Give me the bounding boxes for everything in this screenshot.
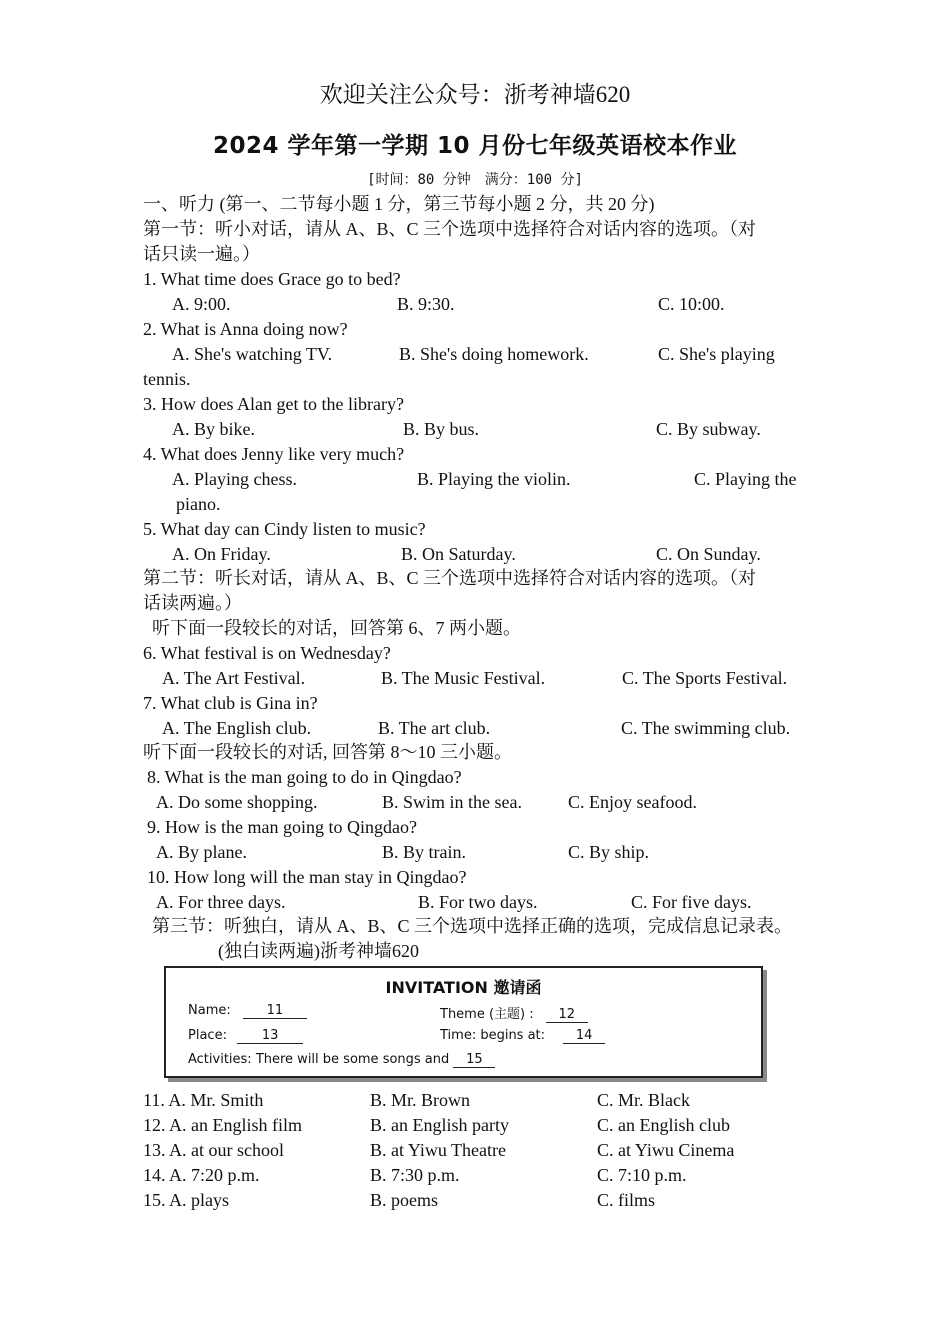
exam-info: [时间：80 分钟 满分：100 分] — [367, 172, 583, 188]
option-b: B. The Music Festival. — [381, 668, 546, 688]
time-field — [440, 1028, 605, 1044]
option-c-cont: tennis. — [143, 369, 191, 389]
option-c: C. Enjoy seafood. — [568, 792, 697, 812]
time-label: Time: begins at: — [440, 1028, 546, 1043]
option-b: B. By bus. — [403, 419, 480, 439]
option-a: A. On Friday. — [172, 544, 271, 564]
place-blank: 13 — [237, 1029, 303, 1044]
option-c: C. By ship. — [568, 842, 650, 862]
option-b: B. She's doing homework. — [399, 344, 589, 364]
option-b: B. 9:30. — [397, 294, 455, 314]
option-c-cont: piano. — [176, 494, 221, 514]
activities-blank: 15 — [453, 1053, 495, 1068]
option-a: 13. A. at our school — [143, 1140, 284, 1160]
option-a: A. For three days. — [156, 892, 286, 912]
option-b: B. The art club. — [378, 718, 491, 738]
option-a: A. Do some shopping. — [156, 792, 318, 812]
option-a: A. By bike. — [172, 419, 255, 439]
option-c: C. For five days. — [631, 892, 752, 912]
name-blank: 11 — [243, 1004, 307, 1019]
time-blank: 14 — [563, 1029, 605, 1044]
option-c: C. She's playing — [658, 344, 775, 364]
option-a: A. By plane. — [156, 842, 247, 862]
option-b: B. an English party — [370, 1115, 509, 1135]
option-a: 15. A. plays — [143, 1190, 230, 1210]
option-a: 14. A. 7:20 p.m. — [143, 1165, 260, 1185]
theme-blank: 12 — [546, 1008, 588, 1023]
option-b: B. Swim in the sea. — [382, 792, 522, 812]
question-text: 2. What is Anna doing now? — [143, 319, 348, 339]
section1-instruction-cont: 话只读一遍。） — [143, 244, 260, 264]
option-b: B. at Yiwu Theatre — [370, 1140, 506, 1160]
invitation-title: INVITATION 邀请函 — [385, 978, 542, 997]
question-text: 3. How does Alan get to the library? — [143, 394, 404, 414]
option-b: B. poems — [370, 1190, 439, 1210]
option-c: C. 7:10 p.m. — [597, 1165, 687, 1185]
option-a: 11. A. Mr. Smith — [143, 1090, 264, 1110]
header-note: 欢迎关注公众号：浙考神墙620 — [319, 82, 631, 107]
section2-instruction-cont: 话读两遍。） — [143, 593, 242, 613]
question-text: 1. What time does Grace go to bed? — [143, 269, 401, 289]
option-c: C. By subway. — [656, 419, 761, 439]
section2-instruction: 第二节：听长对话，请从 A、B、C 三个选项中选择符合对话内容的选项。（对 — [143, 568, 757, 588]
question-text: 4. What does Jenny like very much? — [143, 444, 405, 464]
option-c: C. at Yiwu Cinema — [597, 1140, 735, 1160]
option-c: C. 10:00. — [658, 294, 725, 314]
group-instruction: 听下面一段较长的对话, 回答第 8～10 三小题。 — [143, 742, 512, 762]
activities-label: Activities: There will be some songs and — [188, 1052, 450, 1067]
part-heading: 一、听力 (第一、二节每小题 1 分，第三节每小题 2 分，共 20 分) — [143, 194, 655, 214]
option-c: C. On Sunday. — [656, 544, 761, 564]
section3-instruction-cont: (独白读两遍)浙考神墙620 — [218, 941, 419, 961]
question-text: 10. How long will the man stay in Qingdao? — [147, 867, 467, 887]
option-c: C. Mr. Black — [597, 1090, 690, 1110]
section3-instruction: 第三节：听独白，请从 A、B、C 三个选项中选择正确的选项，完成信息记录表。 — [152, 916, 793, 936]
option-b: B. On Saturday. — [401, 544, 516, 564]
name-label: Name: — [188, 1003, 231, 1018]
option-a: A. 9:00. — [172, 294, 231, 314]
option-c: C. The Sports Festival. — [622, 668, 788, 688]
name-field — [188, 1003, 307, 1019]
group-instruction: 听下面一段较长的对话，回答第 6、7 两小题。 — [152, 618, 521, 638]
option-a: A. The Art Festival. — [162, 668, 306, 688]
invitation-card — [164, 966, 763, 1078]
option-b: B. By train. — [382, 842, 466, 862]
theme-label: Theme (主题) : — [440, 1007, 534, 1022]
question-text: 9. How is the man going to Qingdao? — [147, 817, 417, 837]
question-text: 8. What is the man going to do in Qingdao? — [147, 767, 462, 787]
option-a: A. Playing chess. — [172, 469, 297, 489]
page-title: 2024 学年第一学期 10 月份七年级英语校本作业 — [212, 133, 738, 159]
option-c: C. Playing the — [694, 469, 797, 489]
place-field — [188, 1028, 303, 1044]
option-b: B. 7:30 p.m. — [370, 1165, 460, 1185]
option-c: C. The swimming club. — [621, 718, 791, 738]
option-a: A. The English club. — [162, 718, 312, 738]
place-label: Place: — [188, 1028, 227, 1043]
section1-instruction: 第一节：听小对话，请从 A、B、C 三个选项中选择符合对话内容的选项。（对 — [143, 219, 757, 239]
option-c: C. an English club — [597, 1115, 730, 1135]
question-text: 7. What club is Gina in? — [143, 693, 318, 713]
theme-field — [440, 1003, 588, 1023]
activities-field — [188, 1052, 495, 1068]
question-text: 5. What day can Cindy listen to music? — [143, 519, 426, 539]
option-c: C. films — [597, 1190, 656, 1210]
option-a: 12. A. an English film — [143, 1115, 302, 1135]
option-b: B. Mr. Brown — [370, 1090, 471, 1110]
option-b: B. For two days. — [418, 892, 538, 912]
option-b: B. Playing the violin. — [417, 469, 571, 489]
option-a: A. She's watching TV. — [172, 344, 333, 364]
question-text: 6. What festival is on Wednesday? — [143, 643, 391, 663]
